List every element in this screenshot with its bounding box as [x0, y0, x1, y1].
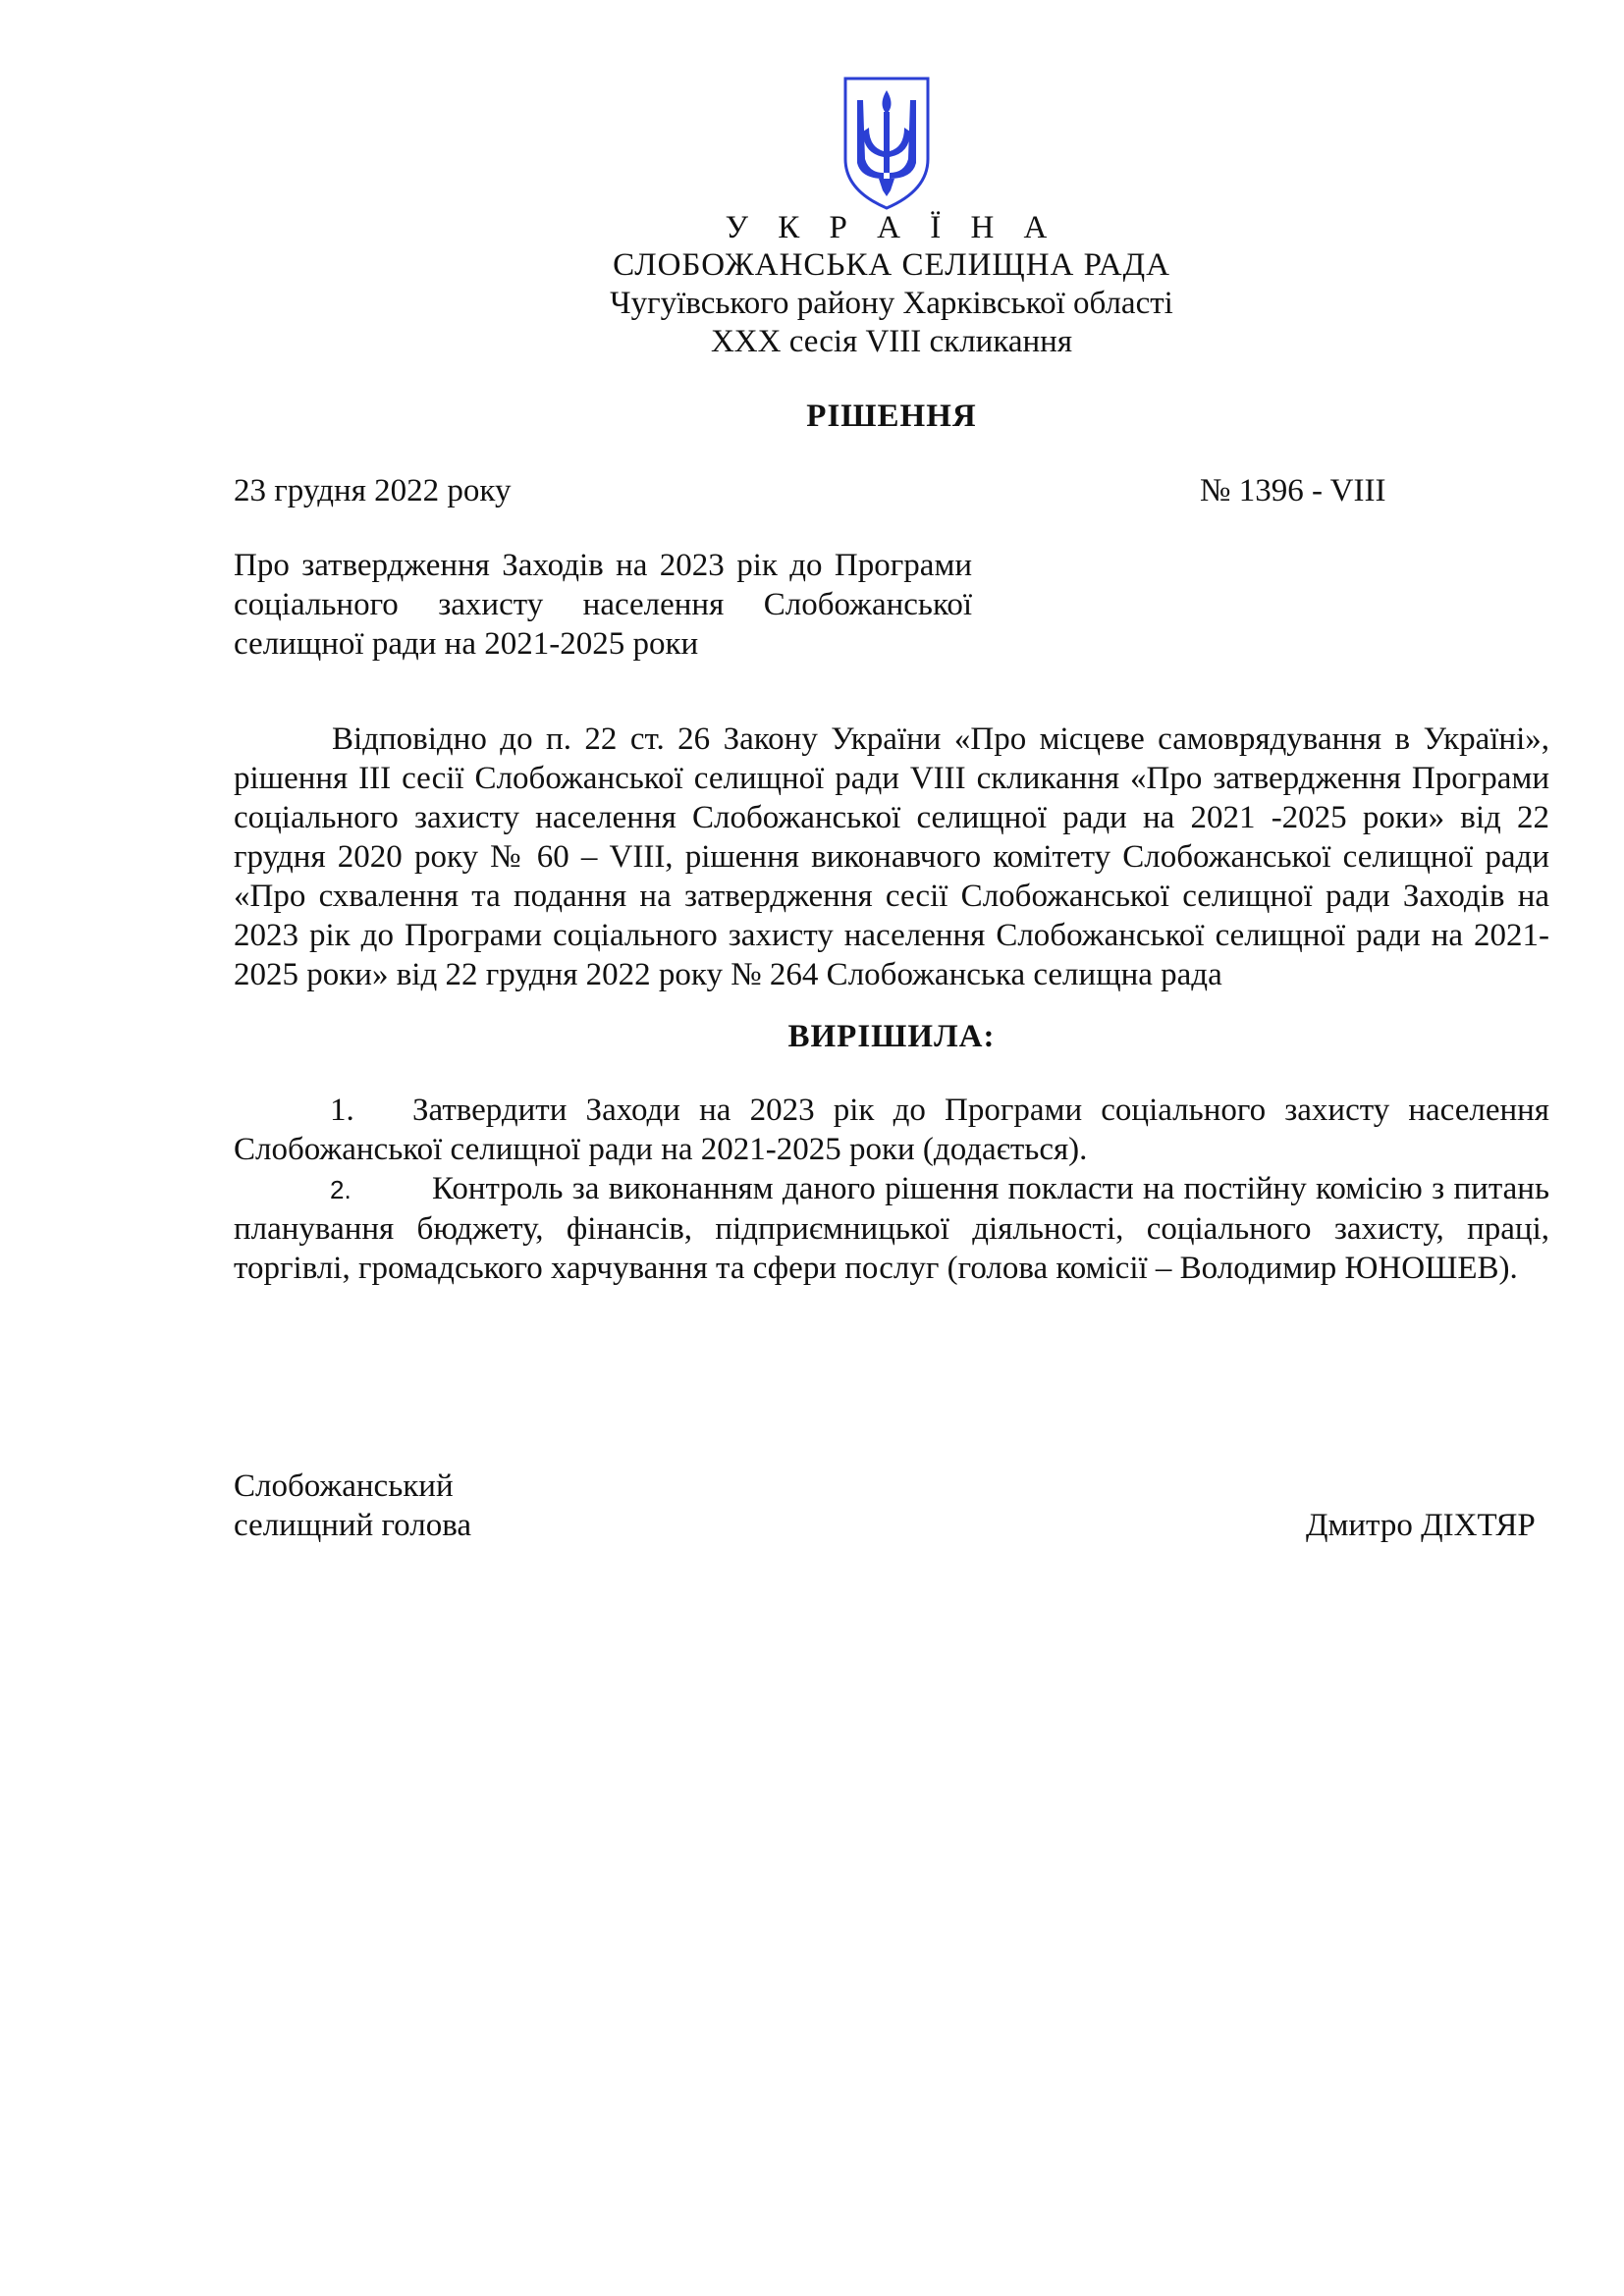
item-number: 1.	[330, 1093, 354, 1128]
preamble-paragraph: Відповідно до п. 22 ст. 26 Закону України «Про місцеве самоврядування в Україні», рішення III сесії Слобожанської селищної ради VIII скликання «Про затвердження Програми соціального захисту населення Слобожанської селищної ради на 2021 -2025 роки» від 22 грудня 2020 року № 60 – VIII, рішення виконавчого комітету Слобожанської селищної ради «Про схвалення та подання на затвердження сесії Слобожанської селищної ради Заходів на 2023 рік до Програми соціального захисту населення Слобожанської селищної ради на 2021-2025 роки» від 22 грудня 2022 року № 264 Слобожанська селищна рада	[234, 721, 1549, 992]
header-district: Чугуївського району Харківської області	[610, 286, 1173, 321]
document-title: РІШЕННЯ	[806, 399, 977, 434]
resolved-heading: ВИРІШИЛА:	[787, 1019, 996, 1054]
decision-items	[234, 1091, 1549, 1288]
trident-emblem-icon	[839, 75, 934, 212]
header-country: У К Р А Ї Н А	[725, 210, 1058, 245]
decision-date: 23 грудня 2022 року	[234, 473, 512, 508]
item-text: Контроль за виконанням даного рішення покласти на постійну комісію з питань планування бюджету, фінансів, підприємницької діяльності, соціального захисту, праці, торгівлі, громадського харчування та сфери послуг (голова комісії – Володимир ЮНОШЕВ).	[234, 1171, 1549, 1286]
decision-subject: Про затвердження Заходів на 2023 рік до Програми соціального захисту населення Слобожанської селищної ради на 2021-2025 роки	[234, 548, 972, 662]
signature-position	[234, 1467, 471, 1545]
header-session: XXX сесія VIII скликання	[710, 324, 1073, 359]
item-number: 2.	[330, 1175, 352, 1204]
signature-position-line1: Слобожанський	[234, 1468, 454, 1504]
list-item	[234, 1091, 1549, 1169]
signature-name: Дмитро ДІХТЯР	[1306, 1508, 1536, 1543]
item-text: Затвердити Заходи на 2023 рік до Програми соціального захисту населення Слобожанської селищної ради на 2021-2025 роки (додається).	[234, 1093, 1549, 1167]
header-council: СЛОБОЖАНСЬКА СЕЛИЩНА РАДА	[613, 247, 1170, 283]
list-item	[234, 1169, 1549, 1288]
signature-position-line2: селищний голова	[234, 1508, 472, 1543]
decision-number: № 1396 - VIII	[1200, 473, 1386, 508]
